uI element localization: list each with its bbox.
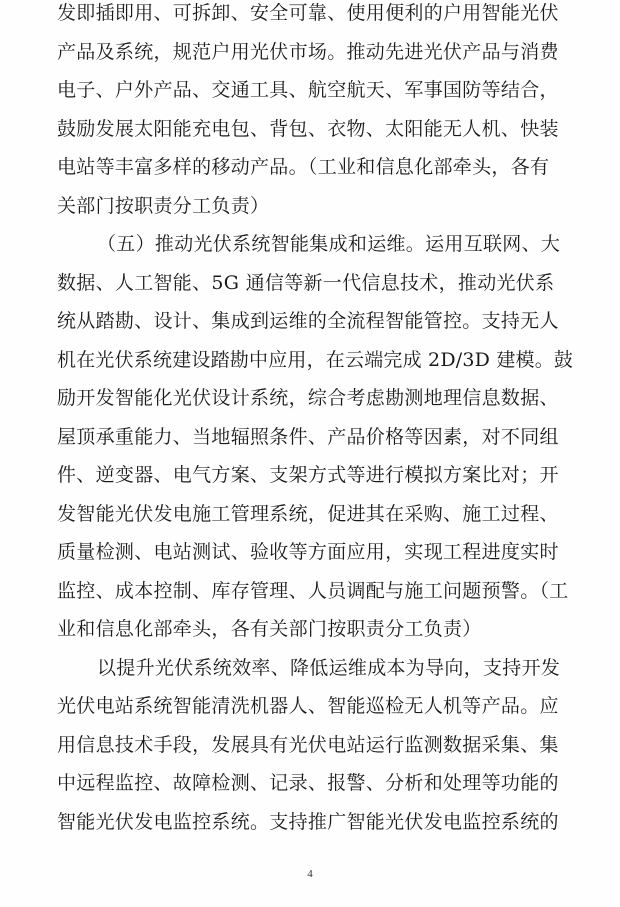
page-number: 4 (307, 868, 313, 880)
text-line: 关部门按职责分工负责） (57, 194, 270, 217)
text-line: 发智能光伏发电施工管理系统，促进其在采购、施工过程、 (57, 502, 559, 525)
text-line: 屋顶承重能力、当地辐照条件、产品价格等因素，对不同组 (57, 425, 559, 448)
text-line: （五）推动光伏系统智能集成和运维。运用互联网、大 (97, 233, 561, 255)
text-line: 励开发智能化光伏设计系统，综合考虑勘测地理信息数据、 (57, 387, 559, 409)
text-line: 鼓励发展太阳能充电包、背包、衣物、太阳能无人机、快装 (57, 117, 559, 140)
text-line: 数据、人工智能、5G 通信等新一代信息技术，推动光伏系 (57, 271, 555, 294)
text-line: 质量检测、电站测试、验收等方面应用，实现工程进度实时 (57, 541, 559, 563)
text-line: 发即插即用、可拆卸、安全可靠、使用便利的户用智能光伏 (57, 2, 559, 24)
text-line: 业和信息化部牵头，各有关部门按职责分工负责） (57, 618, 482, 640)
text-line: 用信息技术手段，发展具有光伏电站运行监测数据采集、集 (57, 733, 559, 756)
text-line: 统从踏勘、设计、集成到运维的全流程智能管控。支持无人 (57, 310, 559, 332)
text-line: 机在光伏系统建设踏勘中应用，在云端完成 2D/3D 建模。鼓 (57, 348, 574, 371)
body-text (57, 0, 573, 841)
text-line: 产品及系统，规范户用光伏市场。推动先进光伏产品与消费 (57, 40, 559, 63)
text-line: 中远程监控、故障检测、记录、报警、分析和处理等功能的 (57, 772, 559, 794)
text-line: 件、逆变器、电气方案、支架方式等进行模拟方案比对；开 (57, 464, 559, 486)
text-line: 光伏电站系统智能清洗机器人、智能巡检无人机等产品。应 (57, 695, 559, 717)
text-line: 监控、成本控制、库存管理、人员调配与施工问题预警。（工 (57, 579, 569, 602)
text-line: 电站等丰富多样的移动产品。（工业和信息化部牵头，各有 (57, 156, 550, 178)
text-line: 以提升光伏系统效率、降低运维成本为导向，支持开发 (97, 656, 561, 679)
text-line: 电子、户外产品、交通工具、航空航天、军事国防等结合， (57, 79, 559, 101)
text-line: 智能光伏发电监控系统。支持推广智能光伏发电监控系统的 (57, 810, 559, 833)
